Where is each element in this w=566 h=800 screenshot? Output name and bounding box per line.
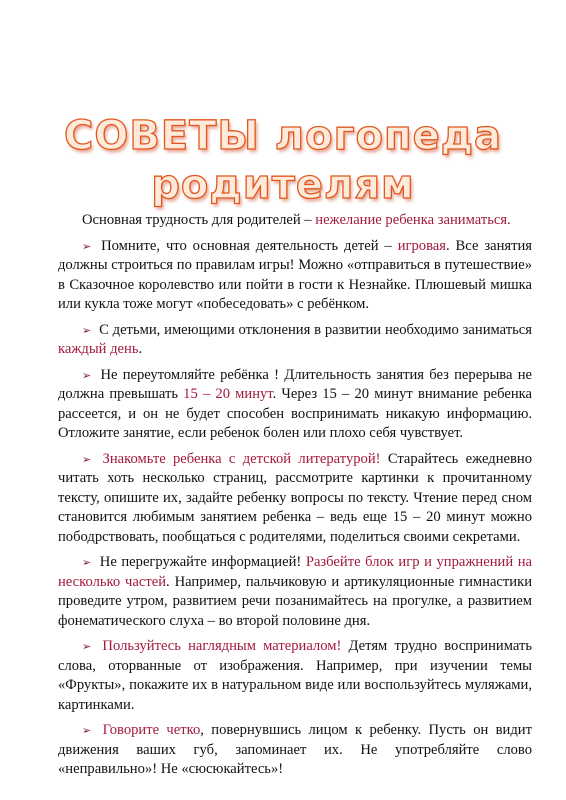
- tip-text: Не переутомляйте ребёнка ! Длительность занятия без перерыва не должна превышать: [58, 366, 532, 402]
- tip-highlight: Разбейте блок игр и упражнений на несколько частей: [58, 554, 532, 590]
- tip-text: Детям трудно воспринимать слова, оторванные от изображения. Например, при изучении темы «Фрукты», покажите их в натуральном виде или воспользуйтесь муляжами, картинками.: [58, 638, 532, 713]
- tip-item: [58, 553, 532, 631]
- tip-text: [95, 451, 102, 467]
- tip-highlight: каждый день: [58, 341, 139, 357]
- tip-item: [58, 721, 532, 780]
- document-body: [58, 211, 532, 786]
- page-title: СОВЕТЫ логопеда: [63, 113, 503, 159]
- arrow-bullet-icon: ➢: [82, 323, 92, 337]
- tip-text: [95, 722, 102, 738]
- tip-item: [58, 450, 532, 548]
- arrow-bullet-icon: ➢: [82, 452, 92, 466]
- tip-highlight: Знакомьте ребенка с детской литературой!: [102, 450, 381, 467]
- tip-highlight: Говорите четко: [102, 722, 201, 738]
- arrow-bullet-icon: ➢: [82, 640, 92, 653]
- tip-highlight: Пользуйтесь наглядным материалом!: [102, 638, 342, 654]
- intro-highlight: нежелание ребенка заниматься.: [315, 212, 511, 228]
- arrow-bullet-icon: ➢: [82, 239, 92, 253]
- tip-text: Помните, что основная деятельность детей –: [95, 237, 398, 254]
- tip-highlight: игровая: [397, 237, 446, 254]
- tip-text: С детьми, имеющими отклонения в развитии необходимо заниматься: [95, 321, 532, 338]
- tip-text: . Например, пальчиковую и артикуляционные гимнастики проведите утром, развитием речи позанимайтесь на прогулке, а развитием фонематического слуха – во второй половине дня.: [58, 573, 533, 629]
- arrow-bullet-icon: ➢: [82, 724, 92, 737]
- tip-text: . Через 15 – 20 минут внимание ребенка рассеется, и он не будет способен воспринимать никакую информацию. Отложите занятие, если ребенок болен или плохо себя чувствует.: [58, 386, 532, 441]
- page-subtitle: родителям: [151, 162, 415, 208]
- tip-item: [58, 321, 532, 360]
- intro-paragraph: [58, 211, 532, 231]
- arrow-bullet-icon: ➢: [82, 368, 92, 382]
- tip-item: [58, 237, 532, 315]
- tip-item: [58, 366, 532, 444]
- tip-item: [58, 637, 532, 715]
- arrow-bullet-icon: ➢: [82, 556, 92, 569]
- tip-text: Старайтесь ежедневно читать хоть несколько страниц, рассмотрите картинки к прочитанному тексту, опишите их, задайте ребенку вопросы по тексту. Чтение перед сном становится любимым занятием ребенка – ведь еще 15 – 20 минут можно пободрствовать, пообщаться с родителями, поделиться своими секретами.: [58, 450, 532, 545]
- intro-text: Основная трудность для родителей –: [82, 212, 316, 228]
- tip-text: Не перегружайте информацией!: [95, 554, 306, 570]
- tip-highlight: 15 – 20 минут: [183, 386, 273, 402]
- tip-text: , повернувшись лицом к ребенку. Пусть он видит движения ваших губ, запоминает их. Не употребляйте слово «неправильно»! Не «сюсюкайтесь»!: [58, 722, 532, 777]
- tip-text: . Все занятия должны строиться по правилам игры! Можно «отправиться в путешествие» в Сказочное королевство или пойти в гости к Незнайке. Плюшевый мишка или кукла тоже могут «побеседовать» с ребёнком.: [58, 237, 532, 312]
- tip-text: .: [138, 341, 143, 357]
